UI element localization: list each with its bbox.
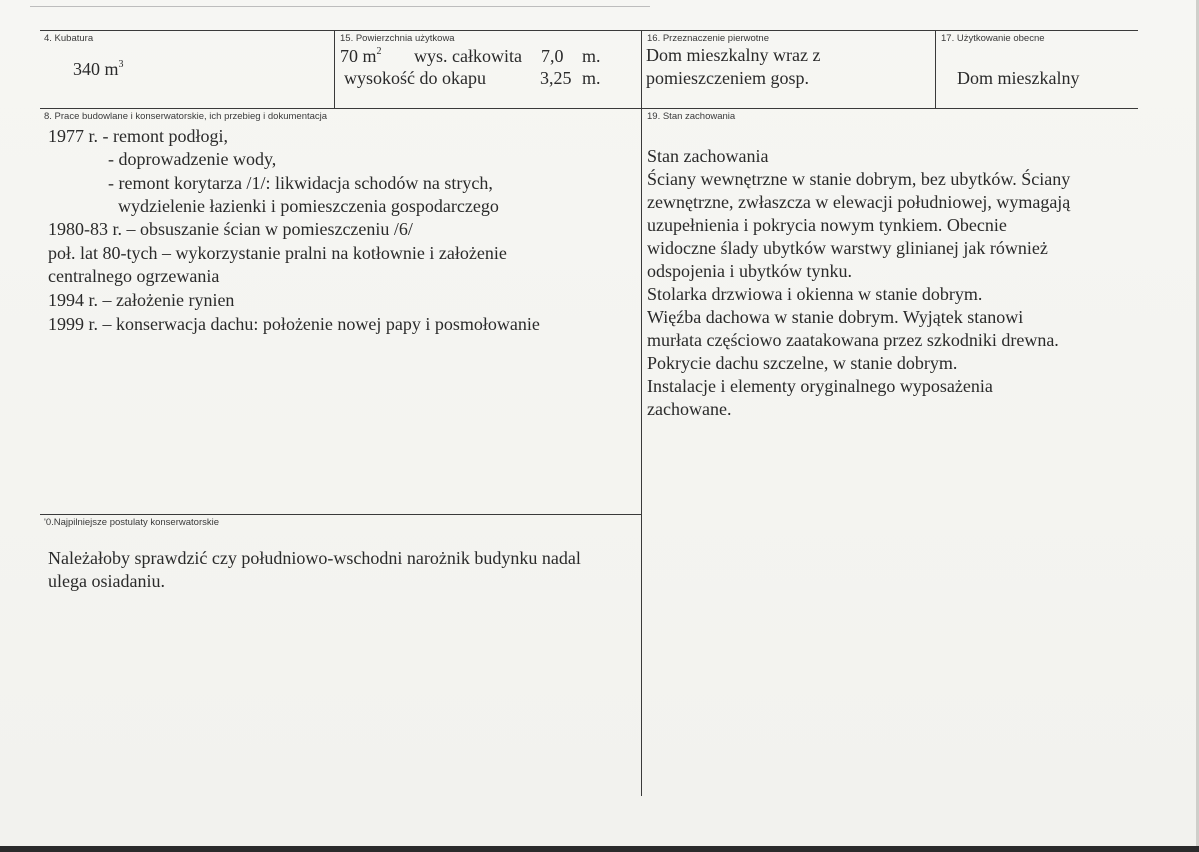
stan-line: Ściany wewnętrzne w stanie dobrym, bez ubytków. Ściany — [647, 169, 1071, 189]
prace-line: centralnego ogrzewania — [48, 266, 220, 286]
stan-line: Stan zachowania — [647, 146, 769, 166]
stan-line: uzupełnienia i pokrycia nowym tynkiem. Obecnie — [647, 215, 1007, 235]
stan-line: Więźba dachowa w stanie dobrym. Wyjątek stanowi — [647, 307, 1024, 327]
prace-line: - remont korytarza /1/: likwidacja schodów na strych, — [108, 173, 493, 193]
postulaty-line2: ulega osiadaniu. — [48, 571, 165, 591]
prace-line: poł. lat 80-tych – wykorzystanie pralni na kotłownie i założenie — [48, 243, 507, 263]
prace-line: 1994 r. – założenie rynien — [48, 290, 235, 310]
stan-line: odspojenia i ubytków tynku. — [647, 261, 852, 281]
area-unit-sup: 2 — [376, 46, 382, 57]
kubatura-value — [73, 58, 124, 81]
height-eaves-unit: m. — [582, 68, 601, 88]
stan-line: Pokrycie dachu szczelne, w stanie dobrym. — [647, 353, 958, 373]
stan-text — [647, 145, 1070, 421]
postulaty-label: '0.Najpilniejsze postulaty konserwatorskie — [44, 517, 220, 528]
kubatura-label: 4. Kubatura — [44, 33, 94, 44]
top-edge-line — [30, 6, 650, 7]
height-total-value: 7,0 — [541, 46, 564, 66]
stan-line: murłata częściowo zaatakowana przez szkodniki drewna. — [647, 330, 1059, 350]
uzytkowanie-value: Dom mieszkalny — [957, 68, 1080, 88]
prace-line: - doprowadzenie wody, — [108, 149, 277, 169]
row-mid-rule — [40, 108, 1138, 109]
powierzchnia-label: 15. Powierzchnia użytkowa — [340, 33, 455, 44]
height-total-unit: m. — [582, 46, 601, 66]
stan-line: Stolarka drzwiowa i okienna w stanie dobrym. — [647, 284, 983, 304]
przeznaczenie-line2: pomieszczeniem gosp. — [646, 68, 809, 88]
prace-line: wydzielenie łazienki i pomieszczenia gospodarczego — [118, 196, 499, 216]
area-number: 70 m — [340, 46, 377, 66]
postulaty-rule — [40, 514, 642, 515]
przeznaczenie-line1: Dom mieszkalny wraz z — [646, 45, 821, 65]
kubatura-number: 340 m — [73, 59, 119, 79]
prace-line: 1977 r. - remont podłogi, — [48, 126, 228, 146]
postulaty-line1: Należałoby sprawdzić czy południowo-wschodni narożnik budynku nadal — [48, 548, 581, 568]
col-divider-2 — [641, 30, 642, 796]
row-top-rule — [40, 30, 1138, 31]
stan-line: zachowane. — [647, 399, 732, 419]
powierzchnia-area — [340, 45, 382, 68]
prace-line: 1980-83 r. – obsuszanie ścian w pomieszczeniu /6/ — [48, 219, 413, 239]
scan-bottom-edge — [0, 846, 1199, 852]
col-divider-3 — [935, 30, 936, 108]
uzytkowanie-label: 17. Użytkowanie obecne — [941, 33, 1045, 44]
height-eaves-label: wysokość do okapu — [344, 68, 486, 88]
stan-label: 19. Stan zachowania — [647, 111, 736, 122]
prace-label: 8. Prace budowlane i konserwatorskie, ich przebieg i dokumentacja — [44, 111, 328, 122]
prace-line: 1999 r. – konserwacja dachu: położenie nowej papy i posmołowanie — [48, 314, 540, 334]
height-eaves-value: 3,25 — [540, 68, 572, 88]
przeznaczenie-label: 16. Przeznaczenie pierwotne — [647, 33, 769, 44]
col-divider-1 — [334, 30, 335, 108]
kubatura-unit-sup: 3 — [118, 59, 124, 70]
stan-line: Instalacje i elementy oryginalnego wyposażenia — [647, 376, 993, 396]
height-total-label: wys. całkowita — [414, 46, 522, 66]
stan-line: zewnętrzne, zwłaszcza w elewacji południowej, wymagają — [647, 192, 1071, 212]
stan-line: widoczne ślady ubytków warstwy glinianej jak również — [647, 238, 1048, 258]
